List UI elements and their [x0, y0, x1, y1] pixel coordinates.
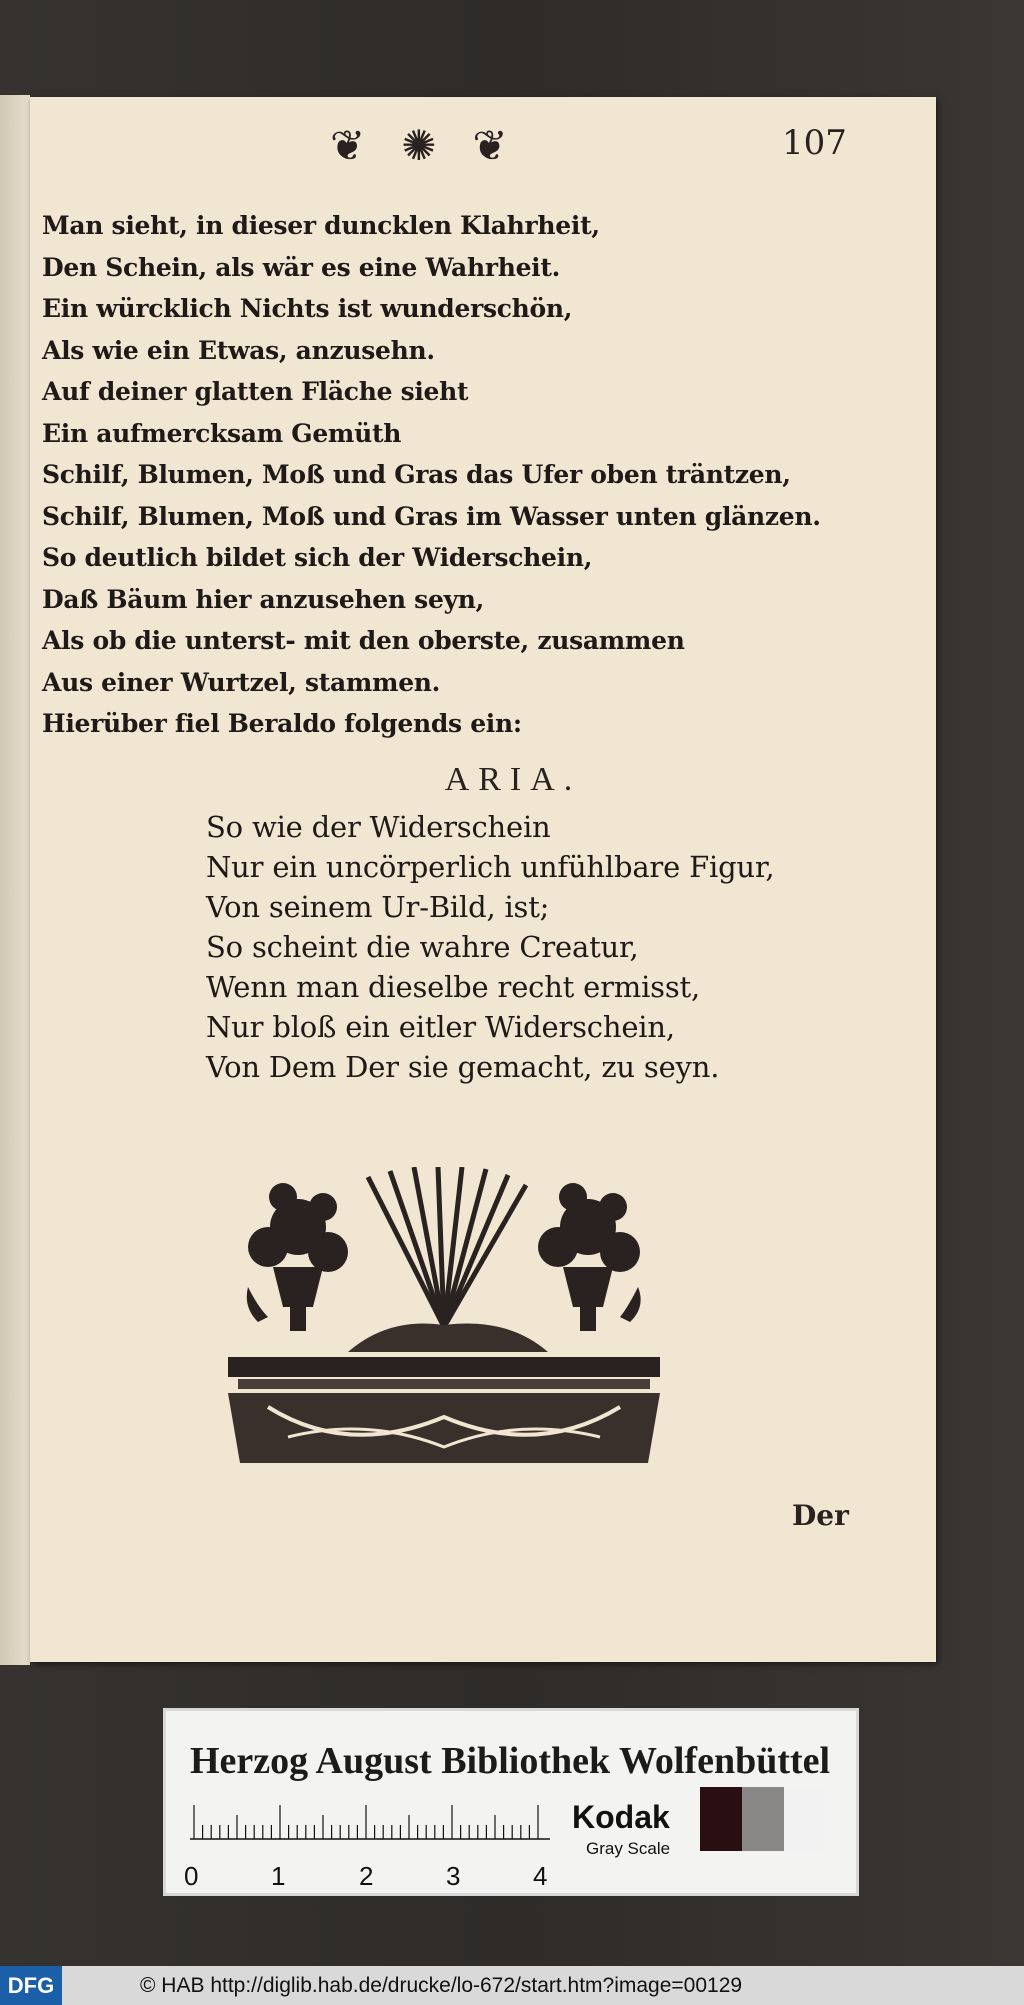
aria-block: [206, 807, 774, 1087]
ruler-number: 2: [359, 1861, 374, 1891]
verse-line: Hierüber fiel Beraldo folgends ein:: [42, 709, 522, 738]
verse-line: Daß Bäum hier anzusehen seyn,: [42, 584, 485, 614]
book-page: [30, 97, 936, 1662]
ruler-title: Herzog August Bibliothek Wolfenbüttel: [190, 1740, 831, 1782]
aria-line: So wie der Widerschein: [206, 810, 551, 844]
verse-line: So deutlich bildet sich der Widerschein,: [42, 543, 593, 572]
verse-line: Aus einer Wurtzel, stammen.: [42, 667, 441, 697]
aria-line: Wenn man dieselbe recht ermisst,: [206, 970, 700, 1004]
ornament-right-icon: ❦: [472, 121, 508, 170]
aria-line: So scheint die wahre Creatur,: [206, 930, 639, 964]
verse-line: Als ob die unterst- mit den oberste, zusammen: [42, 626, 685, 655]
swatch-dark: [700, 1787, 742, 1851]
header-ornaments: [330, 121, 508, 170]
woodcut-vignette-icon: [228, 1167, 660, 1467]
grayscale-label: Gray Scale: [586, 1839, 671, 1858]
dfg-logo: DFG: [0, 1966, 62, 2005]
aria-line: Von Dem Der sie gemacht, zu seyn.: [206, 1050, 720, 1084]
woodcut-vignette: [228, 1167, 660, 1471]
verse-line: Als wie ein Etwas, anzusehn.: [42, 335, 435, 365]
verse-line: Ein würcklich Nichts ist wunderschön,: [42, 294, 573, 323]
verse-line: Schilf, Blumen, Moß und Gras das Ufer oben träntzen,: [42, 460, 791, 489]
page-number: 107: [782, 123, 847, 163]
ruler-number: 0: [184, 1861, 199, 1891]
catchword: Der: [792, 1499, 849, 1532]
ruler-number: 1: [271, 1861, 286, 1891]
verse-line: Man sieht, in dieser duncklen Klahrheit,: [42, 211, 600, 240]
ruler-number: 4: [533, 1861, 548, 1891]
footer-bar: [0, 1966, 1024, 2005]
verse-line: Den Schein, als wär es eine Wahrheit.: [42, 252, 561, 282]
verse-line: Schilf, Blumen, Moß und Gras im Wasser unten glänzen.: [42, 501, 821, 531]
verse-line: Auf deiner glatten Fläche sieht: [42, 377, 469, 406]
aria-line: Von seinem Ur-Bild, ist;: [206, 890, 550, 924]
color-calibration-card: [163, 1708, 859, 1896]
swatch-light: [784, 1787, 826, 1851]
ornament-left-icon: ❦: [330, 121, 366, 170]
page-header: [30, 97, 936, 177]
kodak-label: Kodak: [572, 1799, 670, 1835]
aria-heading: ARIA.: [444, 761, 582, 798]
verse-line: Ein aufmercksam Gemüth: [42, 418, 402, 448]
ornament-center-icon: ✺: [401, 121, 437, 170]
gray-swatches: [700, 1787, 826, 1851]
aria-line: Nur bloß ein eitler Widerschein,: [206, 1010, 675, 1044]
aria-line: Nur ein uncörperlich unfühlbare Figur,: [206, 850, 775, 884]
ruler-number: 3: [446, 1861, 461, 1891]
swatch-mid: [742, 1787, 784, 1851]
verse-block: [42, 205, 902, 745]
ruler-scale-icon: [190, 1799, 550, 1859]
copyright-link[interactable]: © HAB http://diglib.hab.de/drucke/lo-672/start.htm?image=00129: [140, 1974, 743, 1997]
previous-page-edge: [0, 95, 30, 1665]
